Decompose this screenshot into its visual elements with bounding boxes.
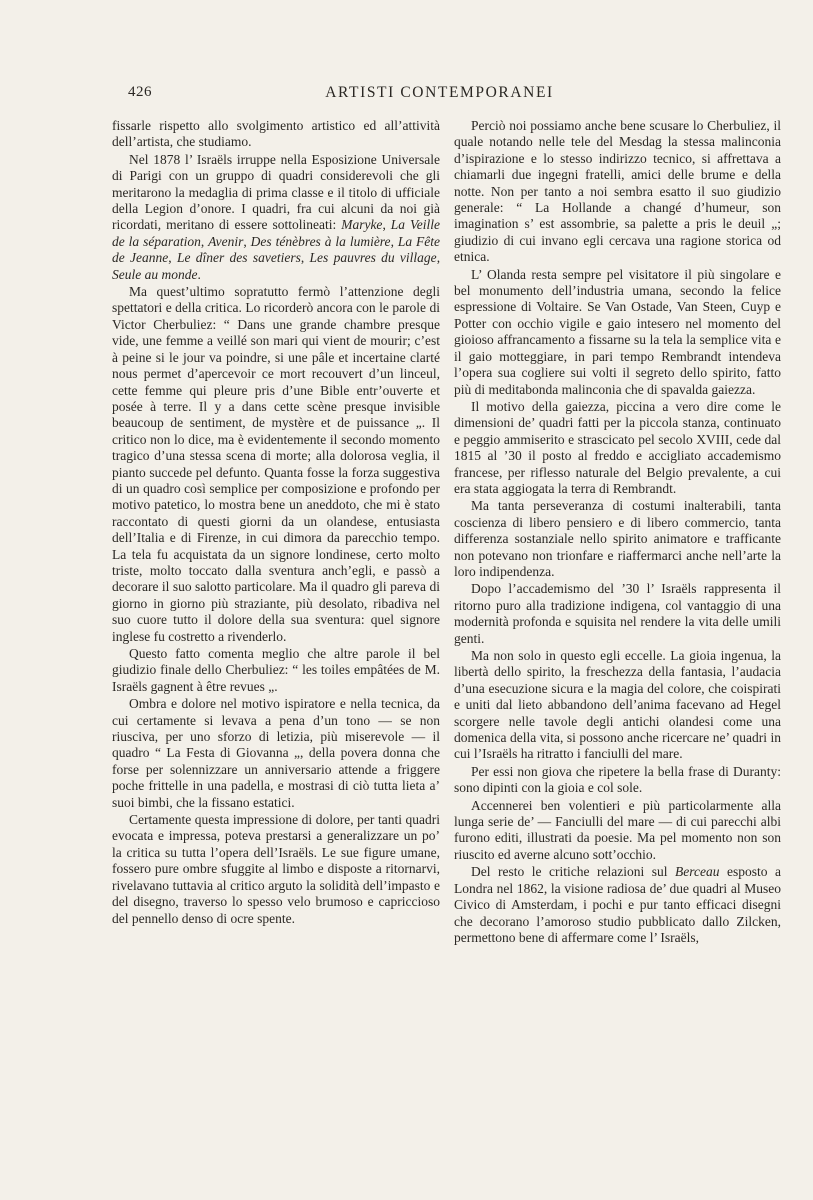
paragraph: Questo fatto comenta meglio che altre parole il bel giudizio finale dello Cherbuliez: “ les toiles empâtées de M. Israëls gagnent à être revues „.: [112, 646, 440, 694]
artwork-title: Seule au monde: [112, 266, 198, 282]
paragraph: Il motivo della gaiezza, piccina a vero dire come le dimensioni de’ quadri fatti per la piccola stanza, continuato e peggio ammiserito e strascicato pel secolo XVIII, cede dal 1815 al ’30 il posto al freddo e accigliato accademismo francese, per riflesso naturale del Belgio prevalente, a cui era stata aggiogata la terra di Rembrandt.: [454, 398, 781, 496]
paragraph: Dopo l’accademismo del ’30 l’ Israëls rappresenta il ritorno puro alla tradizione indigena, col vantaggio di una modernità profonda e squisita nel rendere la vita delle umili genti.: [454, 581, 781, 646]
paragraph: Per essi non giova che ripetere la bella frase di Duranty: sono dipinti con la gioia e col sole.: [454, 763, 781, 796]
paragraph: [454, 864, 781, 946]
running-title: ARTISTI CONTEMPORANEI: [325, 84, 554, 101]
artwork-title: Les pauvres du village: [309, 250, 437, 266]
artwork-title: Des ténèbres à la lumière: [250, 233, 391, 249]
artwork-title: Berceau: [675, 864, 720, 880]
paragraph: Perciò noi possiamo anche bene scusare lo Cherbuliez, il quale notando nelle tele del Mesdag la stessa malinconia d’ispirazione e lo stesso indirizzo tecnico, si affrettava a chiamarli due ingegni fratelli, amici delle brume e della notte. Non per tanto a noi sembra esatto il suo giudizio generale: “ La Hollande a changé d’humeur, son imagination s’ est assombrie, sa palette a pris le deuil „; giudizio di cui invano egli cercava una ragione storica od etnica.: [454, 118, 781, 265]
page-number: 426: [128, 84, 152, 100]
paragraph: Accennerei ben volentieri e più particolarmente alla lunga serie de’ — Fanciulli del mare — di cui parecchi albi furono editi, illustrati da poesie. Ma pel momento non son riuscito ed averne alcuno sott’occhio.: [454, 797, 781, 862]
running-head: [128, 84, 711, 108]
artwork-title: La Fête de Jeanne: [112, 233, 441, 266]
paragraph: L’ Olanda resta sempre pel visitatore il più singolare e bel monumento dell’industria umana, secondo la felice espressione di Voltaire. Se Van Ostade, Van Steen, Cuyp e Potter con occhio vigile e gaio intesero nel momento del gioioso affrancamento a fissarne su la tela la semplice vita e il gaio motteggiare, in pari tempo Rembrandt intendeva l’opera sua cogliere sui volti il segreto dello spirito, fatto più di meditabonda malinconia che di spavalda gaiezza.: [454, 266, 781, 397]
artwork-title: Le dîner des savetiers: [176, 250, 301, 266]
artwork-title: Maryke: [341, 217, 383, 233]
paragraph-text: Nel 1878 l’ Israëls irruppe nella Esposizione Universale di Parigi con un gruppo di quadri considerevoli che gli meritarono la medaglia di prima classe e il titolo di ufficiale della Legion d’onore. I quadri, fra cui alcuni da noi già ricordati, meritano di essere sottolineati:: [112, 151, 440, 233]
paragraph-text: esposto a Londra nel 1862, la visione radiosa de’ due quadri al Museo Civico di Amsterdam, i pochi e pur tanto efficaci disegni che decorano l’amoroso studio pubblicato dallo Zilcken, permettono bene di affermare come l’ Israëls,: [454, 864, 782, 945]
artwork-title: Avenir: [208, 233, 244, 249]
paragraph: Ma quest’ultimo sopratutto fermò l’attenzione degli spettatori e della critica. Lo ricorderò ancora con le parole di Victor Cherbuliez: “ Dans une grande chambre presque vide, une femme a veillé son mari qui vient de mourir; c’est à peine si le jour va poindre, si une pâle et incertaine clarté nous permet d’apercevoir ce mort recouvert d’un linceul, cette femme qui pleure pris d’une Bible entr’ouverte et posée à terre. Il y a dans cette scène presque invisible beaucoup de sentiment, de mystère et de puissance „. Il critico non lo dice, ma è evidentemente il secondo momento tragico d’una stessa scena di morte; alla dolorosa veglia, il pianto succede pel defunto. Quanta fosse la forza suggestiva di un quadro così semplice per composizione e profondo per motivo patetico, lo mostra bene un aneddoto, che mi è stato raccontato di questi giorni da un olandese, entusiasta dell’Italia e di Firenze, in cui dimora da parecchio tempo. La tela fu acquistata da un signore londinese, certo molto triste, molto toccato dalla sventura anch’egli, e passò a decorare il suo salotto particolare. Ma il quadro gli pareva di giorno in giorno più straziante, più desolato, ribadiva nel suo cuore tutto il dolore della sua sventura: quel signore inglese fu costretto a rivenderlo.: [112, 284, 440, 644]
artwork-title: La Veille de la séparation: [112, 217, 441, 249]
paragraph: Ma tanta perseveranza di costumi inalterabili, tanta coscienza di libero pensiero e di libero commercio, tanta differenza sostanziale nello spirito animatore e trafficante non potevano non trionfare e riaffermarci anche nell’arte la loro indipendenza.: [454, 498, 781, 579]
left-column: [112, 118, 440, 927]
paragraph: Ma non solo in questo egli eccelle. La gioia ingenua, la libertà dello spirito, la freschezza della fantasia, l’audacia d’una esecuzione sicura e la magia del colore, che coispirati e uniti dal lieto abbandono dell’anima facevano ad Hegel scorgere nelle tavole degli antichi olandesi come una domenica della vita, si possono anche ricercare ne’ quadri in cui l’Israëls ha ritratto i fanciulli del mare.: [454, 648, 781, 762]
paragraph: fissarle rispetto allo svolgimento artistico ed all’attività dell’artista, che studiamo.: [112, 118, 440, 150]
paragraph: Ombra e dolore nel motivo ispiratore e nella tecnica, da cui certamente si levava a pena d’un tono — se non riusciva, per uno sforzo di letizia, più miserevole — il quadro “ La Festa di Giovanna „, della povera donna che forse per solennizzare un anniversario attende a friggere poche frittelle in una padella, e mostrasi di ciò tutta lieta a’ suoi bimbi, che la fissano estatici.: [112, 696, 440, 810]
paragraph: Nel 1878 l’ Israëls irruppe nella Esposizione Universale di Parigi con un gruppo di quadri considerevoli che gli meritarono la medaglia di prima classe e il titolo di ufficiale della Legion d’onore. I quadri, fra cui alcuni da noi già ricordati, meritano di essere sottolineati: Maryke, La Veille de la séparation, Avenir, Des ténèbres à la lumière, La Fête de Jeanne, Le dîner des savetiers, Les pauvres du village, Seule au monde.: [112, 151, 441, 282]
paragraph: Certamente questa impressione di dolore, per tanti quadri evocata e impressa, poteva prestarsi a generalizzare un po’ la critica su tutta l’opera dell’Israëls. Le sue figure umane, fossero pure ombre sfuggite al limbo e disposte a ritornarvi, rivelavano tuttavia al critico arguto la solidità dell’impasto e del disegno, traverso lo spesso velo brumoso e capriccioso del pennello denso di ocre spente.: [112, 812, 440, 926]
paragraph-text: Del resto le critiche relazioni sul: [471, 864, 668, 880]
right-column: [454, 118, 781, 946]
